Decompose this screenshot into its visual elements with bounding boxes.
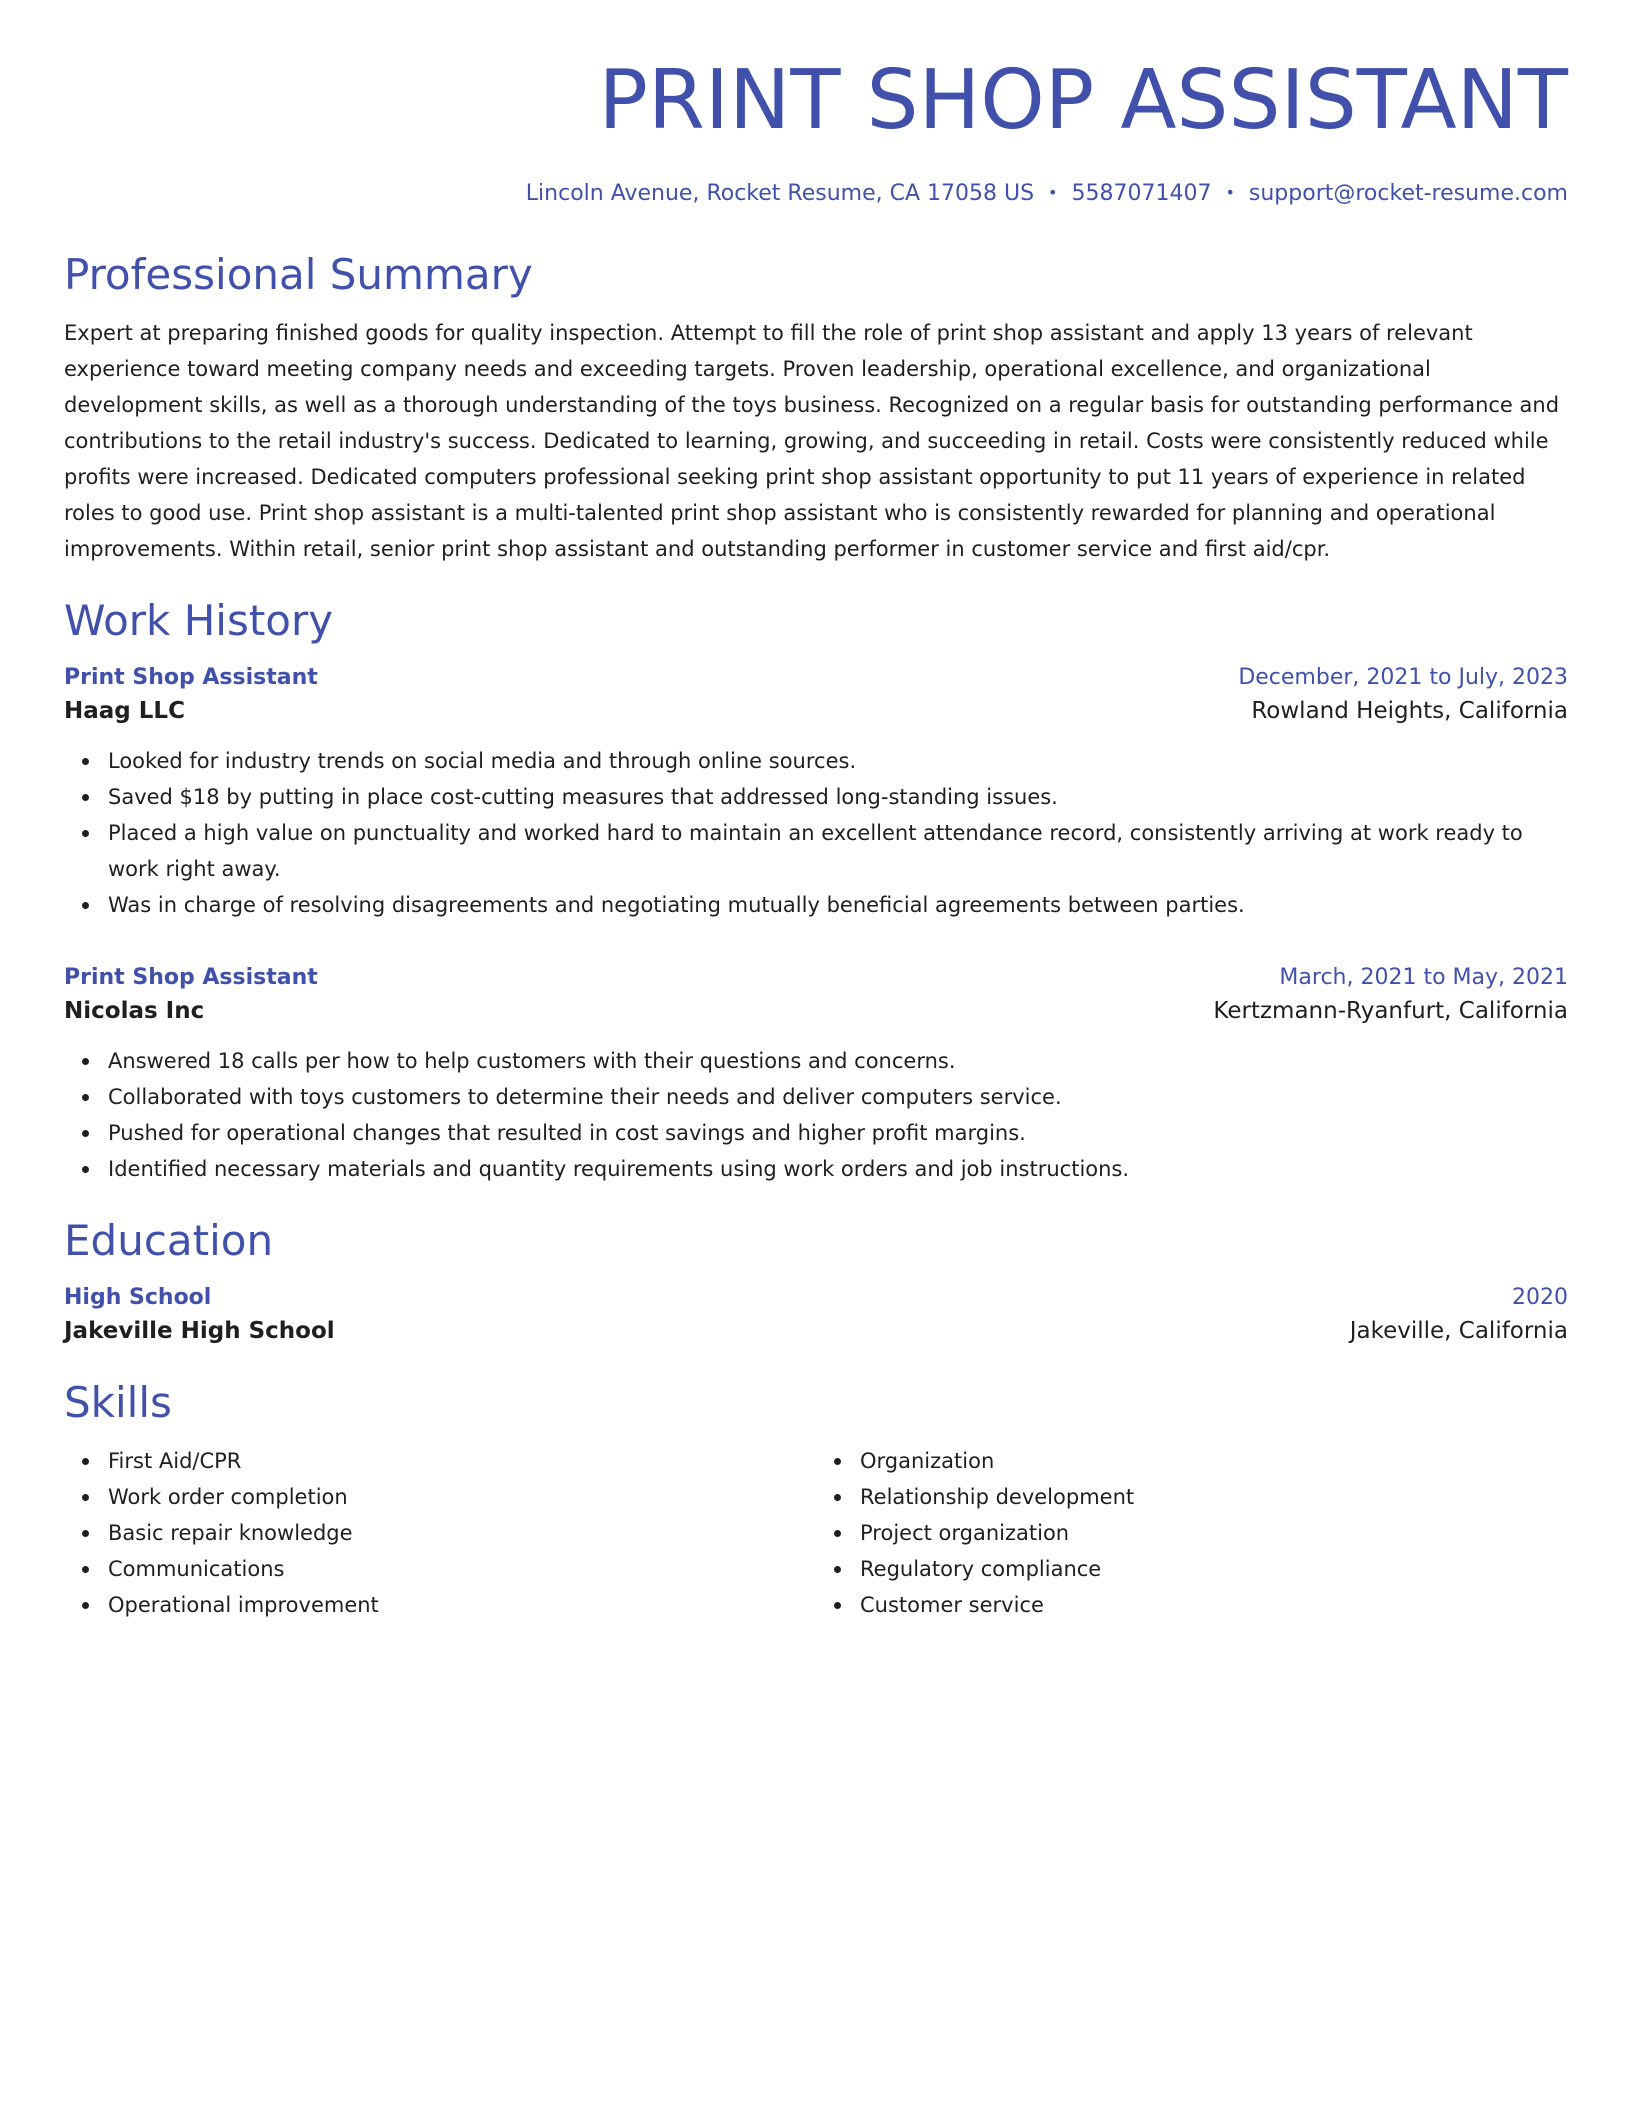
education-entry	[64, 1283, 1568, 1349]
skill-item: Communications	[108, 1551, 816, 1587]
section-title-skills: Skills	[64, 1378, 172, 1427]
skill-item: Operational improvement	[108, 1587, 816, 1623]
skill-item: Regulatory compliance	[860, 1551, 1568, 1587]
skills-section	[64, 1377, 1568, 1623]
job-bullet: Answered 18 calls per how to help customers with their questions and concerns.	[108, 1043, 1568, 1079]
company-name: Haag LLC	[64, 698, 185, 724]
school-location: Jakeville, California	[1349, 1318, 1568, 1344]
job-bullets	[64, 743, 1568, 923]
job-bullet: Placed a high value on punctuality and worked hard to maintain an excellent attendance record, consistently arriving at work ready to work right away.	[108, 815, 1568, 887]
job-bullet: Collaborated with toys customers to determine their needs and deliver computers service.	[108, 1079, 1568, 1115]
summary-section	[64, 249, 1568, 567]
job-entry	[64, 663, 1568, 923]
skill-item: Organization	[860, 1443, 1568, 1479]
contact-separator: •	[1225, 183, 1235, 202]
job-dates: March, 2021 to May, 2021	[1279, 965, 1568, 990]
job-bullet: Was in charge of resolving disagreements and negotiating mutually beneficial agreements between parties.	[108, 887, 1568, 923]
candidate-title: PRINT SHOP ASSISTANT	[598, 53, 1568, 148]
company-name: Nicolas Inc	[64, 998, 205, 1024]
contact-email: support@rocket-resume.com	[1248, 181, 1568, 206]
job-bullet: Looked for industry trends on social media and through online sources.	[108, 743, 1568, 779]
summary-text: Expert at preparing finished goods for quality inspection. Attempt to fill the role of print shop assistant and apply 13 years of relevant experience toward meeting company needs and exceeding targets. Proven leadership, operational excellence, and organizational development skills, as well as a thorough understanding of the toys business. Recognized on a regular basis for outstanding performance and contributions to the retail industry's success. Dedicated to learning, growing, and succeeding in retail. Costs were consistently reduced while profits were increased. Dedicated computers professional seeking print shop assistant opportunity to put 11 years of experience in related roles to good use. Print shop assistant is a multi-talented print shop assistant who is consistently rewarded for planning and operational improvements. Within retail, senior print shop assistant and outstanding performer in customer service and first aid/cpr.	[64, 321, 1560, 561]
contact-separator: •	[1048, 183, 1058, 202]
job-bullet: Pushed for operational changes that resulted in cost savings and higher profit margins.	[108, 1115, 1568, 1151]
skill-item: Relationship development	[860, 1479, 1568, 1515]
job-location: Kertzmann-Ryanfurt, California	[1213, 998, 1568, 1024]
job-location: Rowland Heights, California	[1251, 698, 1568, 724]
section-title-work-history: Work History	[64, 596, 334, 645]
resume-header	[64, 52, 1568, 209]
skill-item: Customer service	[860, 1587, 1568, 1623]
job-bullets	[64, 1043, 1568, 1187]
section-title-summary: Professional Summary	[64, 250, 533, 299]
skill-item: Basic repair knowledge	[108, 1515, 816, 1551]
degree: High School	[64, 1285, 212, 1310]
skills-grid	[64, 1443, 1568, 1623]
job-dates: December, 2021 to July, 2023	[1238, 665, 1568, 690]
graduation-year: 2020	[1512, 1285, 1568, 1310]
education-section	[64, 1215, 1568, 1349]
job-title: Print Shop Assistant	[64, 965, 318, 990]
job-entry	[64, 963, 1568, 1187]
job-title: Print Shop Assistant	[64, 665, 318, 690]
contact-line	[64, 178, 1568, 209]
contact-address: Lincoln Avenue, Rocket Resume, CA 17058 US	[525, 181, 1035, 206]
job-bullet: Identified necessary materials and quantity requirements using work orders and job instructions.	[108, 1151, 1568, 1187]
skill-item: Project organization	[860, 1515, 1568, 1551]
work-history-section	[64, 595, 1568, 1187]
job-bullet: Saved $18 by putting in place cost-cutting measures that addressed long-standing issues.	[108, 779, 1568, 815]
skill-item: Work order completion	[108, 1479, 816, 1515]
section-title-education: Education	[64, 1216, 274, 1265]
school-name: Jakeville High School	[64, 1318, 335, 1344]
skills-column-right	[816, 1443, 1568, 1623]
skills-column-left	[64, 1443, 816, 1623]
skill-item: First Aid/CPR	[108, 1443, 816, 1479]
contact-phone: 5587071407	[1071, 181, 1212, 206]
